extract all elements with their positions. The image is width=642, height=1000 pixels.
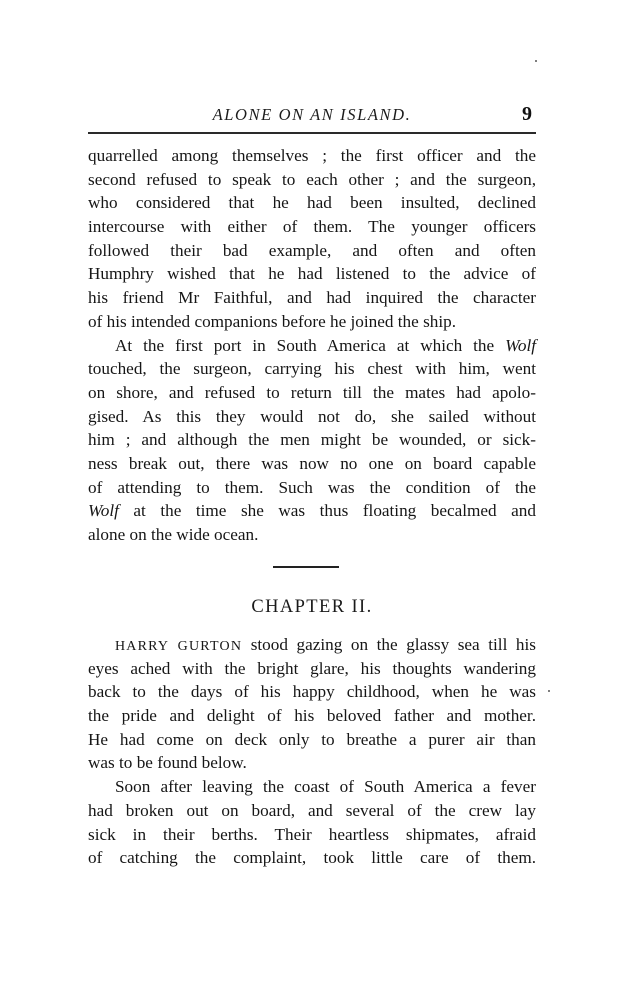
text-line: on shore, and refused to return till the mates had apolo- bbox=[88, 382, 536, 402]
text-line: Soon after leaving the coast of South America a fever bbox=[115, 777, 536, 797]
text-line: alone on the wide ocean. bbox=[88, 525, 259, 544]
text-line: back to the days of his happy childhood, when he was bbox=[88, 682, 536, 702]
text-run: At the first port in South America at which the bbox=[115, 335, 506, 355]
ship-name: Wolf bbox=[88, 501, 119, 521]
page-number: 9 bbox=[522, 103, 532, 125]
section-1-text bbox=[88, 144, 536, 547]
text-line: had broken out on board, and several of the crew lay bbox=[88, 800, 536, 820]
paper-speck bbox=[535, 60, 537, 62]
text-line: touched, the surgeon, carrying his chest with him, went bbox=[88, 359, 536, 379]
paragraph-1 bbox=[88, 144, 536, 334]
paper-speck bbox=[548, 690, 550, 692]
text-line: Humphry wished that he had listened to the advice of bbox=[88, 264, 536, 284]
text-line: the pride and delight of his beloved father and mother. bbox=[88, 706, 536, 726]
small-caps-name: HARRY GURTON bbox=[115, 639, 243, 654]
chapter-heading: CHAPTER II. bbox=[251, 597, 373, 617]
text-line: gised. As this they would not do, she sailed without bbox=[88, 406, 536, 426]
text-line: who considered that he had been insulted, declined bbox=[88, 193, 536, 213]
running-head bbox=[88, 102, 536, 132]
text-line: of his intended companions before he joined the ship. bbox=[88, 311, 457, 331]
text-line bbox=[88, 334, 536, 358]
text-line: ness break out, there was now no one on board capable bbox=[88, 453, 536, 473]
text-line bbox=[88, 633, 536, 657]
chapter-paragraph-2 bbox=[88, 775, 536, 870]
text-line: his friend Mr Faithful, and had inquired the character bbox=[88, 288, 536, 308]
text-line: sick in their berths. Their heartless shipmates, afraid bbox=[88, 824, 536, 844]
ship-name: Wolf bbox=[505, 335, 536, 355]
running-title: ALONE ON AN ISLAND. bbox=[212, 105, 412, 124]
text-line: of catching the complaint, took little care of them. bbox=[88, 848, 536, 868]
text-line: him ; and although the men might be wounded, or sick- bbox=[88, 430, 536, 450]
text-run: at the time she was thus floating becalmed and bbox=[118, 501, 536, 521]
section-divider bbox=[273, 566, 339, 568]
text-line: of attending to them. Such was the condition of the bbox=[88, 477, 536, 497]
text-line: He had come on deck only to breathe a purer air than bbox=[88, 729, 536, 749]
header-rule bbox=[88, 132, 536, 134]
text-line: was to be found below. bbox=[88, 753, 247, 773]
text-line bbox=[88, 499, 536, 523]
text-line: second refused to speak to each other ; and the surgeon, bbox=[88, 169, 536, 189]
text-line: quarrelled among themselves ; the first officer and the bbox=[88, 146, 536, 165]
text-line: followed their bad example, and often and often bbox=[88, 240, 536, 260]
chapter-2-text bbox=[88, 633, 536, 870]
chapter-paragraph-1 bbox=[88, 633, 536, 775]
text-line: intercourse with either of them. The younger officers bbox=[88, 217, 536, 237]
text-run: stood gazing on the glassy sea till his bbox=[242, 635, 536, 654]
paragraph-2 bbox=[88, 334, 536, 547]
text-line: eyes ached with the bright glare, his thoughts wandering bbox=[88, 658, 536, 678]
